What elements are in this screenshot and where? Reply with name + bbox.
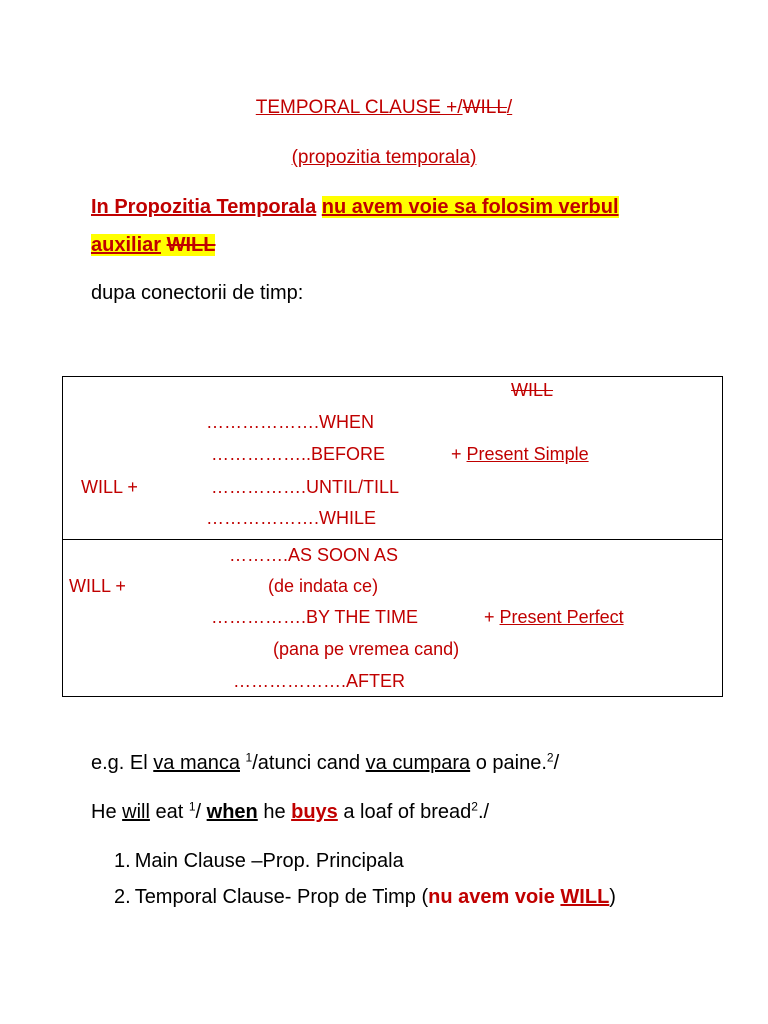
row2-plus: + bbox=[484, 607, 495, 627]
ex2-buys: buys bbox=[291, 801, 338, 823]
connector-after: ……………….AFTER bbox=[233, 671, 406, 691]
title-suffix: / bbox=[506, 97, 513, 118]
intro-text: dupa conectorii de timp: bbox=[91, 282, 304, 304]
list-text-2-pre: Temporal Clause- Prop de Timp ( bbox=[134, 886, 429, 908]
ex1-va-manca: va manca bbox=[153, 752, 240, 774]
rule-line-2 bbox=[91, 234, 215, 257]
connector-while: ……………….WHILE bbox=[206, 508, 377, 528]
connector-before: ……………..BEFORE bbox=[211, 444, 386, 464]
translation-de-indata-ce: (de indata ce) bbox=[268, 576, 379, 596]
rule-part1: In Propozitia Temporala bbox=[91, 196, 317, 218]
ex1-sup1: 1 bbox=[245, 750, 253, 765]
example-english bbox=[91, 801, 489, 824]
connector-by-the-time: …………….BY THE TIME bbox=[211, 607, 419, 627]
present-perfect-label: Present Perfect bbox=[499, 607, 624, 627]
list-close: ) bbox=[609, 886, 616, 908]
example-romanian bbox=[91, 752, 559, 775]
page-subtitle: (propozitia temporala) bbox=[291, 147, 477, 168]
rule-line-1 bbox=[91, 196, 619, 219]
title-prefix: TEMPORAL CLAUSE +/ bbox=[255, 97, 463, 118]
title-struck-will: WILL bbox=[462, 97, 507, 118]
row2-will-plus: WILL + bbox=[69, 576, 126, 596]
ex2-c: eat bbox=[149, 801, 189, 823]
connector-as-soon-as: ……….AS SOON AS bbox=[229, 545, 399, 565]
list-will: WILL bbox=[560, 886, 610, 908]
row2-tense bbox=[484, 607, 624, 628]
page-title bbox=[0, 97, 768, 119]
row1-will-struck: WILL bbox=[511, 380, 554, 400]
rule-part2: nu avem voie sa folosim verbul bbox=[321, 196, 619, 218]
ex2-sup2: 2 bbox=[471, 799, 478, 814]
ex2-will: will bbox=[122, 801, 150, 823]
ex2-f: he bbox=[257, 801, 292, 823]
ex2-h: a loaf of bread bbox=[337, 801, 472, 823]
translation-pana-pe-vremea-cand: (pana pe vremea cand) bbox=[273, 639, 460, 659]
ex2-when: when bbox=[206, 801, 258, 823]
ex2-a: He bbox=[91, 801, 123, 823]
list-item-2 bbox=[114, 886, 616, 909]
list-nu-avem-voie: nu avem voie bbox=[428, 886, 555, 908]
table-row-present-simple bbox=[62, 376, 723, 540]
list-number-2: 2. bbox=[114, 886, 131, 908]
row1-tense bbox=[451, 444, 589, 465]
ex1-f: o paine. bbox=[470, 752, 547, 774]
ex1-g: / bbox=[553, 752, 560, 774]
connector-when: ……………….WHEN bbox=[206, 412, 374, 432]
connector-until-till: …………….UNTIL/TILL bbox=[211, 477, 400, 497]
ex1-a: e.g. El bbox=[91, 752, 154, 774]
present-simple-label: Present Simple bbox=[466, 444, 589, 464]
list-item-1 bbox=[114, 850, 404, 873]
ex1-sup2: 2 bbox=[546, 750, 554, 765]
ex1-d: /atunci cand bbox=[252, 752, 366, 774]
row1-will-plus: WILL + bbox=[81, 477, 138, 497]
ex2-i: ./ bbox=[477, 801, 490, 823]
list-number-1: 1. bbox=[114, 850, 131, 872]
ex1-va-cumpara: va cumpara bbox=[365, 752, 471, 774]
row1-plus: + bbox=[451, 444, 462, 464]
ex2-d: / bbox=[195, 801, 207, 823]
rule-part3: auxiliar bbox=[91, 234, 162, 256]
ex2-sup1: 1 bbox=[188, 799, 196, 814]
rule-part4-will: WILL bbox=[166, 234, 216, 256]
list-text-1: Main Clause –Prop. Principala bbox=[134, 850, 404, 872]
